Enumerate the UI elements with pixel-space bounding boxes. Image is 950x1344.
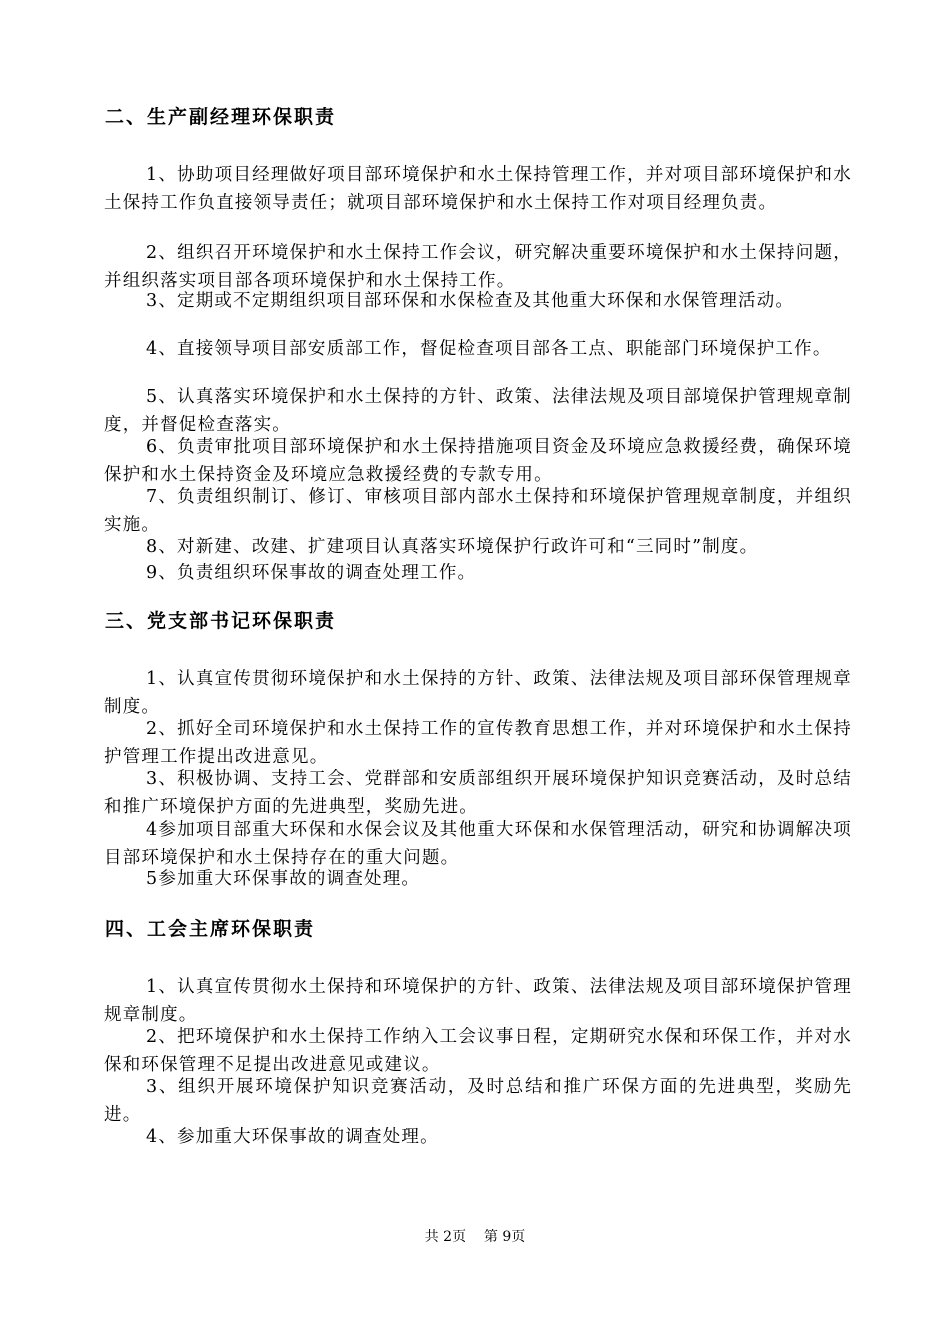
section-2-item-1: 1、协助项目经理做好项目部环境保护和水土保持管理工作，并对项目部环境保护和水土保持工作负直接领导责任；就项目部环境保护和水土保持工作对项目经理负责。 bbox=[104, 165, 852, 213]
section-heading-2: 二、生产副经理环保职责 bbox=[105, 106, 337, 128]
section-4-item-3: 3、组织开展环境保护知识竞赛活动，及时总结和推广环保方面的先进典型，奖励先进。 bbox=[104, 1077, 852, 1125]
section-2-item-6: 6、负责审批项目部环境保护和水土保持措施项目资金及环境应急救援经费，确保环境保护和水土保持资金及环境应急救援经费的专款专用。 bbox=[104, 437, 852, 485]
section-3-item-1: 1、认真宣传贯彻环境保护和水土保持的方针、政策、法律法规及项目部环保管理规章制度。 bbox=[104, 669, 852, 717]
section-4-item-2: 2、把环境保护和水土保持工作纳入工会议事日程，定期研究水保和环保工作，并对水保和环保管理不足提出改进意见或建议。 bbox=[104, 1027, 852, 1075]
section-2-item-7: 7、负责组织制订、修订、审核项目部内部水土保持和环境保护管理规章制度，并组织实施。 bbox=[104, 487, 852, 535]
section-4-item-4: 4、参加重大环保事故的调查处理。 bbox=[146, 1127, 439, 1147]
section-2-item-5: 5、认真落实环境保护和水土保持的方针、政策、法律法规及项目部境保护管理规章制度，并督促检查落实。 bbox=[104, 387, 852, 435]
section-2-item-8: 8、对新建、改建、扩建项目认真落实环境保护行政许可和“三同时”制度。 bbox=[146, 537, 759, 557]
section-2-item-4: 4、直接领导项目部安质部工作，督促检查项目部各工点、职能部门环境保护工作。 bbox=[146, 339, 832, 359]
section-2-item-3: 3、定期或不定期组织项目部环保和水保检查及其他重大环保和水保管理活动。 bbox=[146, 291, 795, 311]
page-footer: 共 2页 第 9页 bbox=[424, 1229, 526, 1245]
section-3-item-5: 5参加重大环保事故的调查处理。 bbox=[146, 869, 421, 889]
section-2-item-2: 2、组织召开环境保护和水土保持工作会议，研究解决重要环境保护和水土保持问题，并组织落实项目部各项环境保护和水土保持工作。 bbox=[104, 243, 852, 291]
section-3-item-4: 4参加项目部重大环保和水保会议及其他重大环保和水保管理活动，研究和协调解决项目部环境保护和水土保持存在的重大问题。 bbox=[104, 820, 852, 868]
section-2-item-9: 9、负责组织环保事故的调查处理工作。 bbox=[146, 563, 477, 583]
section-heading-4: 四、工会主席环保职责 bbox=[105, 918, 316, 940]
section-3-item-2: 2、抓好全司环境保护和水土保持工作的宣传教育思想工作，并对环境保护和水土保持护管理工作提出改进意见。 bbox=[104, 719, 852, 767]
section-3-item-3: 3、积极协调、支持工会、党群部和安质部组织开展环境保护知识竞赛活动，及时总结和推广环境保护方面的先进典型，奖励先进。 bbox=[104, 769, 852, 817]
section-heading-3: 三、党支部书记环保职责 bbox=[105, 610, 337, 632]
section-4-item-1: 1、认真宣传贯彻水土保持和环境保护的方针、政策、法律法规及项目部环境保护管理规章制度。 bbox=[104, 977, 852, 1025]
